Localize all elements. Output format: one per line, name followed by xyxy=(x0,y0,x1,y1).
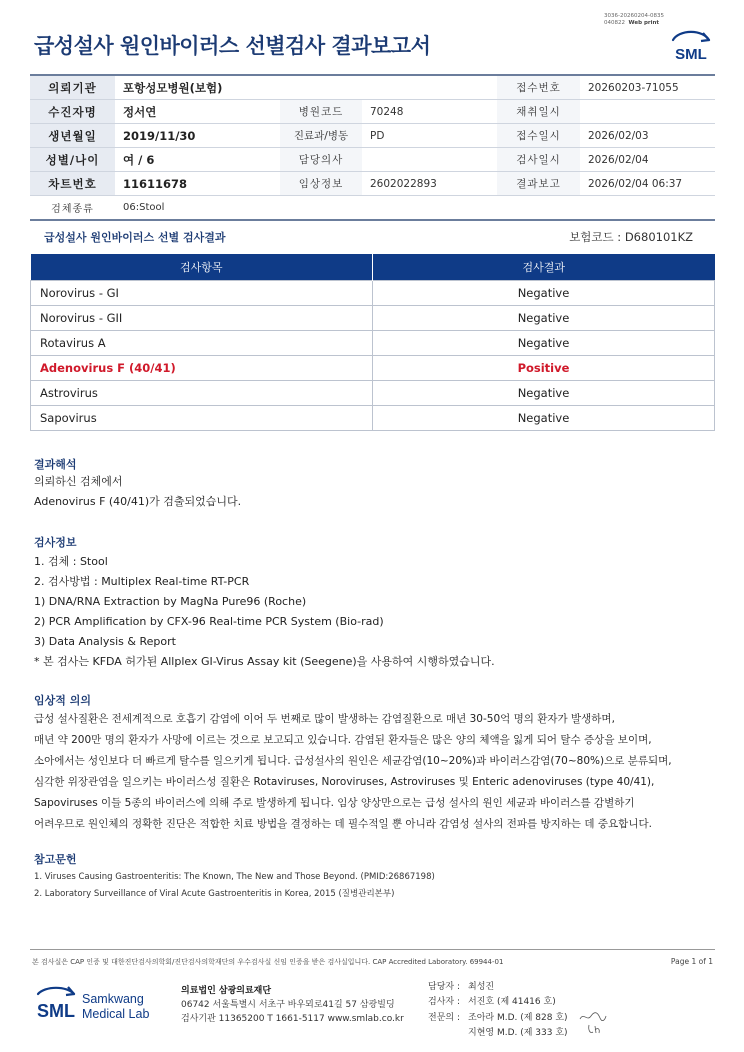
test-result: Negative xyxy=(373,331,715,356)
svg-text:Samkwang: Samkwang xyxy=(82,992,144,1006)
sex-age: 여 / 6 xyxy=(115,148,280,172)
test-date-label: 검사일시 xyxy=(497,148,580,172)
interpretation-line: 의뢰하신 검체에서 xyxy=(34,475,123,488)
clinical-line: 소아에서는 성인보다 더 빠르게 탈수를 일으키게 됩니다. 급성설사의 원인은 세균감염(10~20%)과 바이러스감염(70~80%)으로 분류되며, xyxy=(34,755,672,767)
test-item: Sapovirus xyxy=(31,406,373,431)
certification-text: 본 검사실은 CAP 인증 및 대한진단검사의학회/진단검사의학재단의 우수검사실 신임 인증을 받은 검사실입니다. CAP Accredited Laboratory. 69944-01 xyxy=(32,958,504,966)
reference-item: 2. Laboratory Surveillance of Viral Acute Gastroenteritis in Korea, 2015 (질병관리본부) xyxy=(34,889,395,899)
test-info-list xyxy=(34,552,495,672)
references-title: 참고문헌 xyxy=(34,853,77,866)
test-item: Astrovirus xyxy=(31,381,373,406)
test-info-line: 2) PCR Amplification by CFX-96 Real-time PCR System (Bio-rad) xyxy=(34,615,384,628)
signature-2-icon xyxy=(586,1022,604,1036)
table-row xyxy=(31,406,715,431)
table-row xyxy=(31,306,715,331)
print-id xyxy=(604,13,664,27)
test-item: Adenovirus F (40/41) xyxy=(31,356,373,381)
test-result: Negative xyxy=(373,281,715,306)
staff-name: 서진호 (제 41416 호) xyxy=(468,997,556,1008)
received-label: 접수일시 xyxy=(497,124,580,148)
clinical-significance-text xyxy=(34,709,734,835)
results-section-title: 급성설사 원인바이러스 선별 검사결과 xyxy=(44,231,226,244)
test-info-title: 검사정보 xyxy=(34,536,77,549)
test-result: Negative xyxy=(373,381,715,406)
hospital-code-label: 병원코드 xyxy=(280,100,362,124)
test-item: Norovirus - GII xyxy=(31,306,373,331)
table-row xyxy=(31,331,715,356)
test-info-line: 1) DNA/RNA Extraction by MagNa Pure96 (Roche) xyxy=(34,595,307,608)
insurance-code: 보험코드 : D680101KZ xyxy=(569,230,693,244)
doctor-label: 담당의사 xyxy=(280,148,362,172)
test-item: Norovirus - GI xyxy=(31,281,373,306)
clinical-line: 어려우므로 원인체의 정확한 진단은 적합한 치료 방법을 결정하는 데 필수적일 뿐 아니라 감염성 설사의 전파를 방지하는 데 중요합니다. xyxy=(34,818,652,830)
print-id-code: 040822 xyxy=(604,20,625,26)
sml-logo-top xyxy=(667,24,715,66)
staff-list xyxy=(428,980,568,1041)
collection-date xyxy=(580,100,715,124)
table-row xyxy=(31,281,715,306)
institution-info xyxy=(181,984,404,1026)
chart-number: 11611678 xyxy=(115,172,280,196)
specimen-number-label: 접수번호 xyxy=(497,75,580,100)
staff-name: 지현영 M.D. (제 333 호) xyxy=(468,1027,568,1038)
report-title: 급성설사 원인바이러스 선별검사 결과보고서 xyxy=(34,34,431,58)
department-label: 진료과/병동 xyxy=(280,124,362,148)
birth-label: 생년월일 xyxy=(30,124,115,148)
references-list xyxy=(34,869,435,903)
table-row-positive xyxy=(31,356,715,381)
institution-address: 06742 서울특별시 서초구 바우뫼로41길 57 삼광빌딩 xyxy=(181,1000,395,1010)
footer-logo-text: SML xyxy=(37,1001,75,1021)
test-date: 2026/02/04 xyxy=(580,148,715,172)
test-result: Positive xyxy=(373,356,715,381)
col-header-item: 검사항목 xyxy=(31,254,373,281)
clinical-line: 매년 약 200만 명의 환자가 사망에 이르는 것으로 보고되고 있습니다. 감염된 환자들은 많은 양의 체액을 잃게 되어 탈수 증상을 보이며, xyxy=(34,734,652,746)
test-info-line: 1. 검체 : Stool xyxy=(34,555,108,568)
results-table xyxy=(30,254,715,431)
chart-number-label: 차트번호 xyxy=(30,172,115,196)
svg-text:Medical Lab: Medical Lab xyxy=(82,1007,150,1021)
test-info-line: 2. 검사방법 : Multiplex Real-time RT-PCR xyxy=(34,575,250,588)
requesting-institution: 포항성모병원(보험) xyxy=(115,75,497,100)
doctor xyxy=(362,148,497,172)
staff-role: 검사자 : xyxy=(428,997,460,1008)
institution-contact: 검사기관 11365200 T 1661-5117 www.smlab.co.kr xyxy=(181,1014,404,1024)
page-number: Page 1 of 1 xyxy=(670,957,713,966)
staff-name: 조아라 M.D. (제 828 호) xyxy=(468,1012,568,1023)
patient-name-label: 수진자명 xyxy=(30,100,115,124)
collection-date-label: 채취일시 xyxy=(497,100,580,124)
clinical-line: 급성 설사질환은 전세계적으로 호흡기 감염에 이어 두 번째로 많이 발생하는 감염질환으로 매년 30-50억 명의 환자가 발생하며, xyxy=(34,713,615,725)
birth-date: 2019/11/30 xyxy=(115,124,280,148)
logo-text: SML xyxy=(675,46,707,63)
test-info-note: * 본 검사는 KFDA 허가된 Allplex GI-Virus Assay kit (Seegene)을 사용하여 시행하였습니다. xyxy=(34,655,495,668)
clinical-info: 2602022893 xyxy=(362,172,497,196)
report-date-label: 결과보고 xyxy=(497,172,580,196)
test-info-line: 3) Data Analysis & Report xyxy=(34,635,176,648)
report-date: 2026/02/04 06:37 xyxy=(580,172,715,196)
clinical-significance-title: 임상적 의의 xyxy=(34,694,91,707)
test-result: Negative xyxy=(373,406,715,431)
specimen-type: 06:Stool xyxy=(115,196,715,221)
print-id-label: Web print xyxy=(628,20,660,26)
specimen-number: 20260203-71055 xyxy=(580,75,715,100)
staff-role: 전문의 : xyxy=(428,1012,460,1023)
clinical-info-label: 임상정보 xyxy=(280,172,362,196)
interpretation-line: Adenovirus F (40/41)가 검출되었습니다. xyxy=(34,495,242,508)
interpretation-text xyxy=(34,472,241,512)
received-date: 2026/02/03 xyxy=(580,124,715,148)
department: PD xyxy=(362,124,497,148)
staff-role: 담당자 : xyxy=(428,982,460,992)
clinical-line: Sapoviruses 이들 5종의 바이러스에 의해 주로 발생하게 됩니다. 임상 양상만으로는 급성 설사의 원인 세균과 바이러스를 감별하기 xyxy=(34,797,635,809)
clinical-line: 심각한 위장관염을 일으키는 바이러스성 질환은 Rotaviruses, Noroviruses, Astroviruses 및 Enteric adenoviruses (type 40/41), xyxy=(34,776,655,788)
test-result: Negative xyxy=(373,306,715,331)
sml-logo-footer xyxy=(34,978,164,1026)
patient-info-table xyxy=(30,74,715,221)
hospital-code: 70248 xyxy=(362,100,497,124)
institution-name: 의료법인 삼광의료재단 xyxy=(181,986,272,996)
reference-item: 1. Viruses Causing Gastroenteritis: The Known, The New and Those Beyond. (PMID:26867198) xyxy=(34,872,435,882)
col-header-result: 검사결과 xyxy=(373,254,715,281)
staff-name: 최성진 xyxy=(468,982,495,992)
patient-name: 정서연 xyxy=(115,100,280,124)
footer-divider xyxy=(30,949,715,950)
requesting-institution-label: 의뢰기관 xyxy=(30,75,115,100)
table-row xyxy=(31,381,715,406)
interpretation-title: 결과해석 xyxy=(34,458,77,471)
test-item: Rotavirus A xyxy=(31,331,373,356)
sex-age-label: 성별/나이 xyxy=(30,148,115,172)
print-id-line1: 3036-20260204-0835 xyxy=(604,13,664,19)
specimen-type-label: 검체종류 xyxy=(30,196,115,221)
